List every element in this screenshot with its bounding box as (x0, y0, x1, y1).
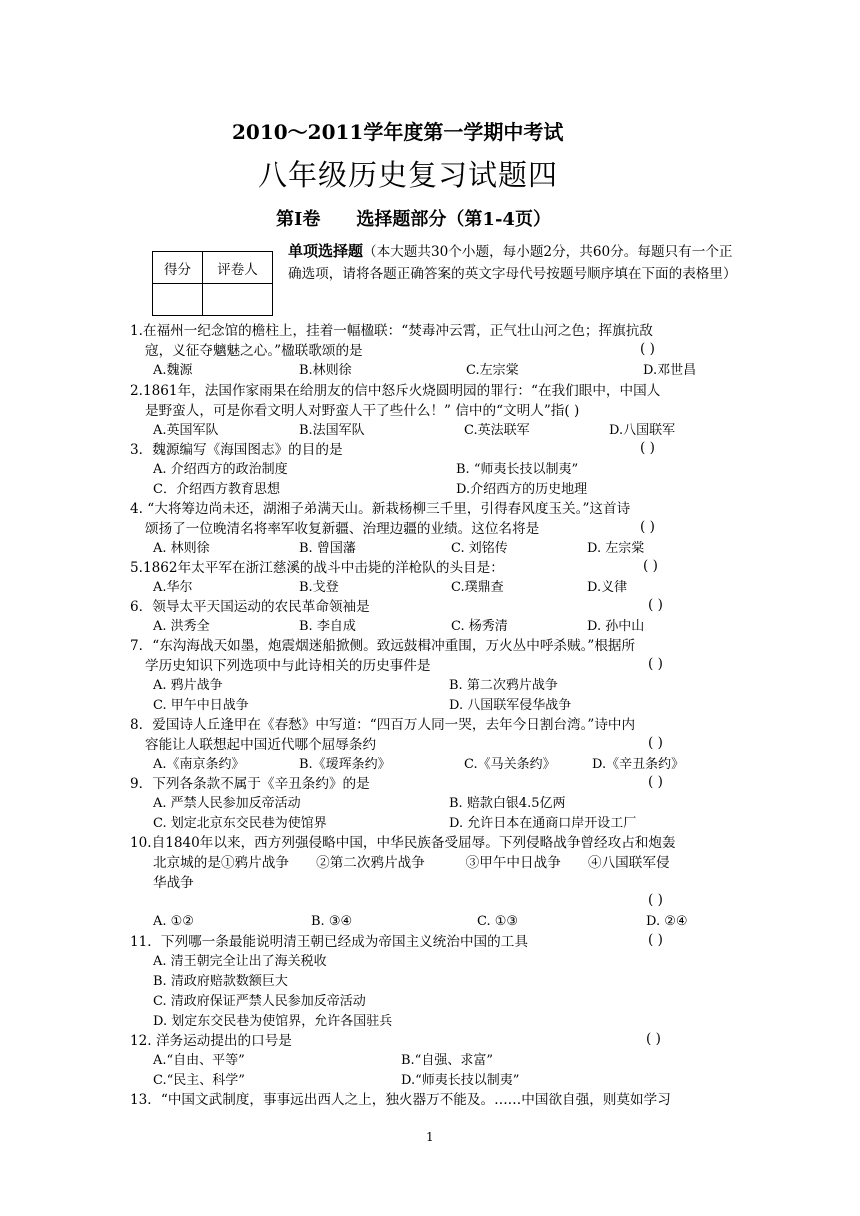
question-10-line-2: 北京城的是①鸦片战争 ②第二次鸦片战争 ③甲午中日战争 ④八国联军侵 (153, 855, 670, 871)
question-5-answer-blank[interactable]: ( ) (643, 558, 658, 574)
question-12-answer-blank[interactable]: ( ) (646, 1031, 661, 1047)
question-11-answer-blank[interactable]: ( ) (648, 932, 663, 948)
q10-option-c: C. ①③ (477, 914, 519, 929)
instructions-text: （本大题共30个小题，每小题2分，共60分。每题只有一个正确选项，请将各题正确答案的英文字母代号按题号顺序填在下面的表格里） (288, 244, 737, 282)
question-6-answer-blank[interactable]: ( ) (648, 597, 663, 613)
question-7-line-2: 学历史知识下列选项中与此诗相关的历史事件是 (145, 658, 431, 674)
question-2-line-1: 2.1861年，法国作家雨果在给朋友的信中怒斥火烧圆明园的罪行：“在我们眼中，中国人 (130, 383, 661, 399)
q7-option-d: D. 八国联军侵华战争 (449, 698, 572, 713)
q8-option-a: A.《南京条约》 (153, 757, 245, 772)
question-13-line-1: 13．“中国文武制度，事事远出西人之上，独火器万不能及。……中国欲自强，则莫如学习 (130, 1092, 671, 1108)
page-number: 1 (426, 1130, 434, 1144)
question-1-answer-blank[interactable]: ( ) (640, 341, 655, 357)
q4-option-a: A. 林则徐 (153, 541, 210, 556)
q4-option-b: B. 曾国藩 (299, 541, 356, 556)
question-4-line-1: 4. “大将筹边尚未还，湖湘子弟满天山。新栽杨柳三千里，引得春风度玉关。”这首诗 (130, 501, 631, 517)
q11-option-c: C. 清政府保证严禁人民参加反帝活动 (153, 994, 366, 1009)
q5-option-a: A.华尔 (153, 580, 193, 595)
q12-option-c: C.“民主、科学” (153, 1073, 245, 1088)
question-9-line-1: 9．下列各条款不属于《辛丑条约》的是 (130, 776, 370, 792)
q3-option-c: C．介绍西方教育思想 (153, 482, 280, 497)
score-header: 得分 (153, 252, 203, 284)
q11-option-d: D. 划定东交民巷为使馆界，允许各国驻兵 (153, 1014, 393, 1029)
grader-cell[interactable] (203, 284, 273, 316)
score-table (152, 251, 273, 316)
q12-option-d: D.“师夷长技以制夷” (401, 1073, 520, 1088)
q6-option-c: C. 杨秀清 (451, 619, 508, 634)
q1-option-c: C.左宗棠 (466, 363, 519, 378)
question-1-line-1: 1.在福州一纪念馆的檐柱上，挂着一幅楹联：“焚毒冲云霄，正气壮山河之色；挥旗抗敌 (130, 323, 653, 339)
question-7-answer-blank[interactable]: ( ) (648, 656, 663, 672)
q2-option-b: B.法国军队 (299, 423, 365, 438)
section-title: 第Ⅰ卷 选择题部分（第1-4页） (276, 209, 551, 230)
q12-option-a: A.“自由、平等” (153, 1053, 245, 1068)
q6-option-a: A. 洪秀全 (153, 619, 210, 634)
q12-option-b: B.“自强、求富” (401, 1053, 493, 1068)
q8-option-b: B.《瑷珲条约》 (299, 757, 391, 772)
q3-option-b: B. “师夷长技以制夷” (456, 462, 579, 477)
question-4-answer-blank[interactable]: ( ) (640, 519, 655, 535)
instructions (288, 240, 737, 285)
q11-option-b: B. 清政府赔款数额巨大 (153, 974, 288, 989)
question-4-line-2: 颂扬了一位晚清名将率军收复新疆、治理边疆的业绩。这位名将是 (145, 521, 540, 537)
grader-header: 评卷人 (203, 252, 273, 284)
q9-option-c: C. 划定北京东交民巷为使馆界 (153, 816, 327, 831)
q5-option-c: C.璞鼎查 (451, 580, 504, 595)
score-cell[interactable] (153, 284, 203, 316)
question-5-line-1: 5.1862年太平军在浙江慈溪的战斗中击毙的洋枪队的头目是： (130, 560, 504, 576)
q5-option-d: D.义律 (587, 580, 628, 595)
question-9-answer-blank[interactable]: ( ) (648, 774, 663, 790)
q1-option-b: B.林则徐 (299, 363, 352, 378)
question-8-answer-blank[interactable]: ( ) (648, 735, 663, 751)
q7-option-b: B. 第二次鸦片战争 (449, 678, 558, 693)
q7-option-a: A. 鸦片战争 (153, 678, 223, 693)
q3-option-d: D.介绍西方的历史地理 (456, 482, 588, 497)
q4-option-d: D. 左宗棠 (587, 541, 645, 556)
q7-option-c: C. 甲午中日战争 (153, 698, 249, 713)
q9-option-b: B. 赔款白银4.5亿两 (449, 796, 566, 811)
exam-title: 2010～2011学年度第一学期中考试 (232, 120, 564, 144)
q8-option-c: C.《马关条约》 (464, 757, 556, 772)
question-3-answer-blank[interactable]: ( ) (640, 440, 655, 456)
q5-option-b: B.戈登 (299, 580, 339, 595)
question-11-line-1: 11．下列哪一条最能说明清王朝已经成为帝国主义统治中国的工具 (130, 934, 528, 950)
q2-option-a: A.英国军队 (153, 423, 219, 438)
question-10-line-3: 华战争 (153, 875, 194, 891)
q9-option-d: D. 允许日本在通商口岸开设工厂 (449, 816, 637, 831)
q10-option-d: D. ②④ (646, 914, 688, 929)
paper-title: 八年级历史复习试题四 (258, 158, 559, 192)
question-8-line-1: 8．爱国诗人丘逢甲在《春愁》中写道：“四百万人同一哭，去年今日割台湾。”诗中内 (130, 717, 636, 733)
q4-option-c: C. 刘铭传 (451, 541, 508, 556)
question-2-line-2: 是野蛮人，可是你看文明人对野蛮人干了些什么！” 信中的“文明人”指( ) (145, 403, 580, 419)
q6-option-d: D. 孙中山 (587, 619, 645, 634)
q2-option-c: C.英法联军 (464, 423, 530, 438)
question-10-line-1: 10.自1840年以来，西方列强侵略中国，中华民族备受屈辱。下列侵略战争曾经攻占和炮轰 (130, 835, 676, 851)
q8-option-d: D.《辛丑条约》 (592, 757, 685, 772)
q10-option-a: A. ①② (153, 914, 194, 929)
q10-option-b: B. ③④ (311, 914, 353, 929)
question-12-line-1: 12. 洋务运动提出的口号是 (130, 1033, 292, 1049)
q9-option-a: A. 严禁人民参加反帝活动 (153, 796, 301, 811)
question-3-line-1: 3．魏源编写《海国图志》的目的是 (130, 442, 343, 458)
q1-option-a: A.魏源 (153, 363, 193, 378)
question-7-line-1: 7．“东沟海战天如墨，炮震烟迷船掀侧。致远鼓楫冲重围，万火丛中呼杀贼。”根据所 (130, 638, 636, 654)
q2-option-d: D.八国联军 (609, 423, 676, 438)
q1-option-d: D.邓世昌 (643, 363, 697, 378)
q3-option-a: A. 介绍西方的政治制度 (153, 462, 288, 477)
question-10-answer-blank[interactable]: ( ) (648, 892, 663, 908)
question-6-line-1: 6．领导太平天国运动的农民革命领袖是 (130, 599, 370, 615)
q6-option-b: B. 李自成 (299, 619, 356, 634)
question-8-line-2: 容能让人联想起中国近代哪个屈辱条约 (145, 737, 377, 753)
q11-option-a: A. 清王朝完全让出了海关税收 (153, 954, 327, 969)
question-1-line-2: 寇，义征夺魑魅之心。”楹联歌颂的是 (145, 343, 363, 359)
instructions-bold: 单项选择题 (288, 242, 364, 260)
